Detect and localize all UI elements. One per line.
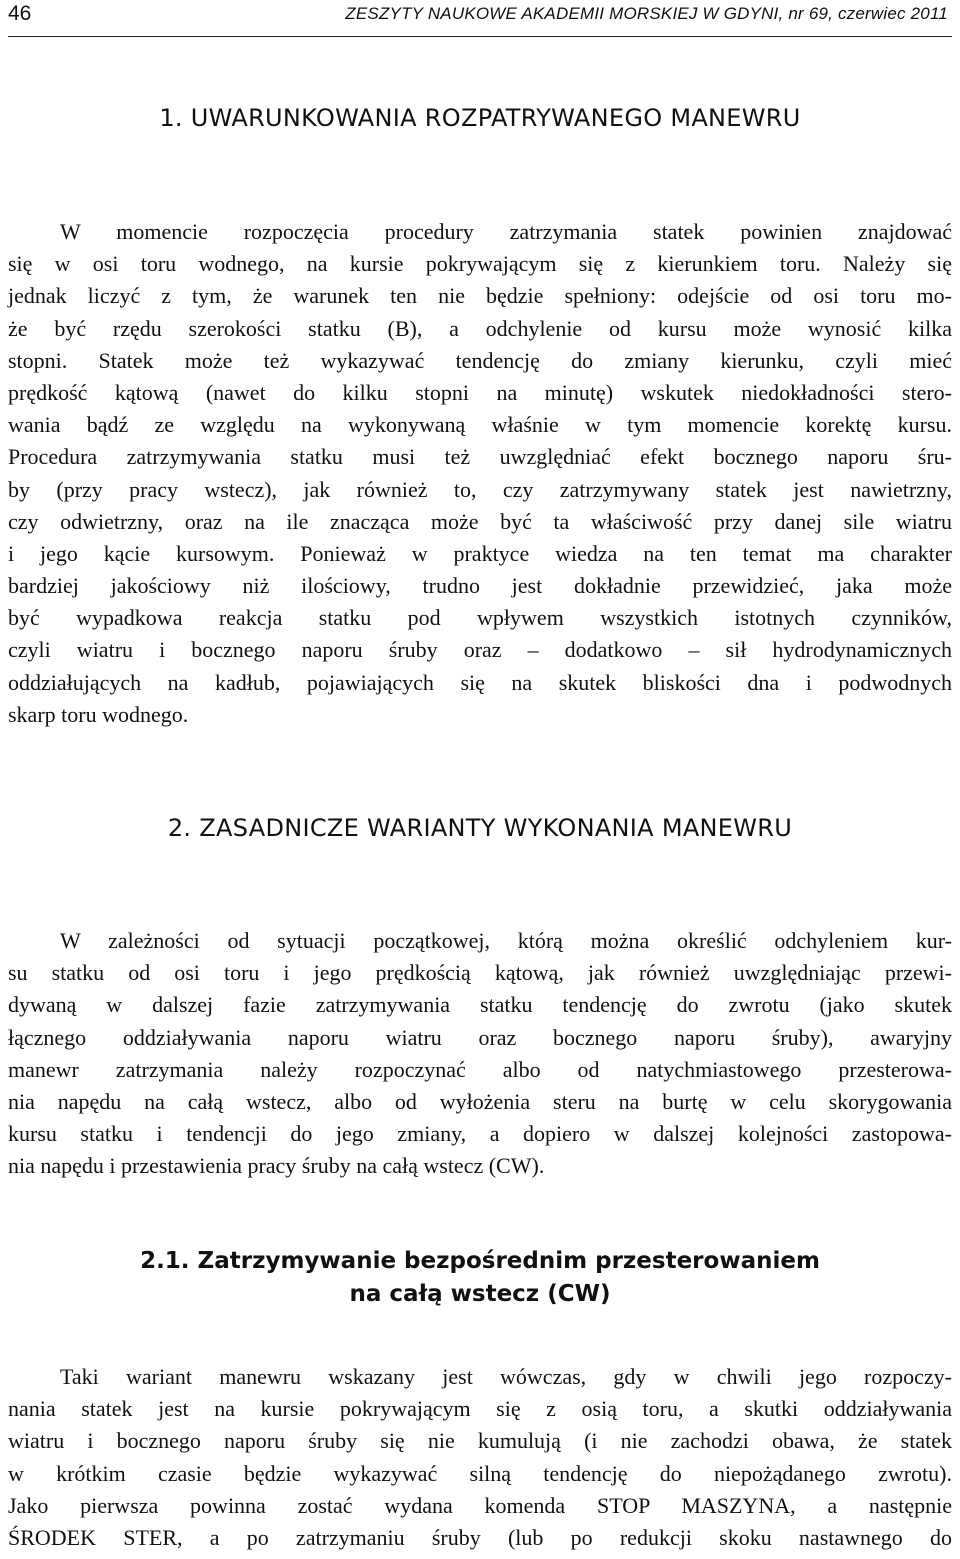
text-line: że być rzędu szerokości statku (B), a odchylenie od kursu może wynosić kilka — [8, 315, 952, 341]
text-line: w krótkim czasie będzie wykazywać silną tendencję do niepożądanego zwrotu). — [8, 1460, 952, 1486]
section-2-paragraph — [8, 925, 952, 1183]
section-2-1-paragraph — [8, 1361, 952, 1554]
text-line: W momencie rozpoczęcia procedury zatrzymania statek powinien znajdować — [60, 219, 952, 244]
subsection-heading-2-1 — [0, 1245, 960, 1311]
text-line: ŚRODEK STER, a po zatrzymaniu śruby (lub po redukcji skoku nastawnego do — [8, 1524, 952, 1550]
text-line: bardziej jakościowy niż ilościowy, trudno jest dokładnie przewidzieć, jaka może — [8, 573, 952, 599]
text-line: stopni. Statek może też wykazywać tendencję do zmiany kierunku, czyli mieć — [8, 347, 952, 373]
text-line: nania statek jest na kursie pokrywającym się z osią toru, a skutki oddziaływania — [8, 1396, 952, 1422]
text-line: być wypadkowa reakcja statku pod wpływem wszystkich istotnych czynników, — [8, 605, 952, 631]
text-line: su statku od osi toru i jego prędkością kątową, jak również uwzględniając przewi- — [8, 960, 952, 986]
text-line: czy odwietrzny, oraz na ile znacząca może być ta właściwość przy danej sile wiatru — [8, 508, 952, 534]
text-line: Jako pierwsza powinna zostać wydana komenda STOP MASZYNA, a następnie — [8, 1492, 952, 1518]
text-line: by (przy pracy wstecz), jak również to, czy zatrzymywany statek jest nawietrzny, — [8, 476, 952, 502]
text-line: nia napędu na całą wstecz, albo od wyłożenia steru na burtę w celu skorygowania — [8, 1088, 952, 1114]
text-line: manewr zatrzymania należy rozpoczynać albo od natychmiastowego przesterowa- — [8, 1056, 952, 1082]
section-1-paragraph — [8, 216, 952, 731]
text-line: jednak liczyć z tym, że warunek ten nie będzie spełniony: odejście od osi toru mo- — [8, 283, 952, 309]
text-line: się w osi toru wodnego, na kursie pokrywającym się z kierunkiem toru. Należy się — [8, 251, 952, 277]
section-heading-1: 1. UWARUNKOWANIA ROZPATRYWANEGO MANEWRU — [159, 104, 801, 132]
text-line: wania bądź ze względu na wykonywaną właśnie w tym momencie korektę kursu. — [8, 412, 952, 438]
subsection-heading-line: na całą wstecz (CW) — [349, 1281, 611, 1307]
text-line: czyli wiatru i bocznego naporu śruby oraz – dodatkowo – sił hydrodynamicznych — [8, 637, 952, 663]
text-line: Taki wariant manewru wskazany jest wówczas, gdy w chwili jego rozpoczy- — [60, 1364, 952, 1389]
page-number: 46 — [8, 2, 32, 25]
text-line: nia napędu i przestawienia pracy śruby na całą wstecz (CW). — [8, 1153, 545, 1179]
running-header — [8, 2, 952, 37]
text-line: skarp toru wodnego. — [8, 701, 189, 727]
section-heading-2: 2. ZASADNICZE WARIANTY WYKONANIA MANEWRU — [167, 814, 793, 842]
text-line: Procedura zatrzymywania statku musi też uwzględniać efekt bocznego naporu śru- — [8, 444, 952, 470]
text-line: dywaną w dalszej fazie zatrzymywania statku tendencję do zwrotu (jako skutek — [8, 992, 952, 1018]
text-line: kursu statku i tendencji do jego zmiany, a dopiero w dalszej kolejności zastopowa- — [8, 1121, 952, 1147]
subsection-heading-line: 2.1. Zatrzymywanie bezpośrednim przesterowaniem — [140, 1248, 820, 1274]
text-line: W zależności od sytuacji początkowej, którą można określić odchyleniem kur- — [60, 928, 952, 953]
text-line: prędkość kątową (nawet do kilku stopni na minutę) wskutek niedokładności stero- — [8, 379, 952, 405]
text-line: i jego kącie kursowym. Ponieważ w praktyce wiedza na ten temat ma charakter — [8, 540, 952, 566]
journal-title: ZESZYTY NAUKOWE AKADEMII MORSKIEJ W GDYNI, nr 69, czerwiec 2011 — [345, 4, 948, 23]
text-line: łącznego oddziaływania naporu wiatru oraz bocznego naporu śruby), awaryjny — [8, 1024, 952, 1050]
text-line: oddziałujących na kadłub, pojawiających się na skutek bliskości dna i podwodnych — [8, 669, 952, 695]
text-line: wiatru i bocznego naporu śruby się nie kumulują (i nie zachodzi obawa, że statek — [8, 1428, 952, 1454]
